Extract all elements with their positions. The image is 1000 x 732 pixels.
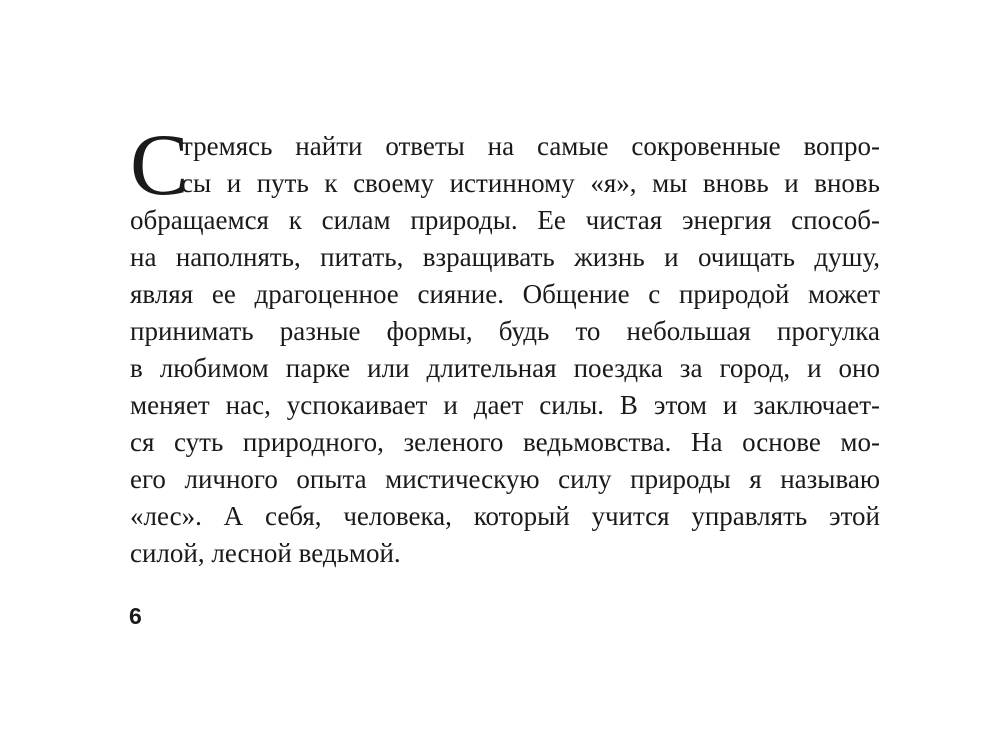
text-line: силой, лесной ведьмой. — [130, 538, 401, 568]
text-line: обращаемся к силам природы. Ее чистая энергия способ- — [130, 205, 880, 235]
text-line: на наполнять, питать, взращивать жизнь и очищать душу, — [130, 242, 880, 272]
text-line: меняет нас, успокаивает и дает силы. В этом и заключает- — [130, 390, 880, 420]
text-line: ся суть природного, зеленого ведьмовства. На основе мо- — [130, 427, 880, 457]
drop-cap: С — [130, 117, 189, 214]
text-line: его личного опыта мистическую силу природы я называю — [130, 464, 880, 494]
text-line: в любимом парке или длительная поездка за город, и оно — [130, 353, 880, 383]
text-line: тремясь найти ответы на самые сокровенные вопро- — [181, 131, 880, 161]
text-line: являя ее драгоценное сияние. Общение с природой может — [130, 279, 880, 309]
text-line: принимать разные формы, будь то небольшая прогулка — [130, 316, 880, 346]
text-line: «лес». А себя, человека, который учится управлять этой — [130, 501, 880, 531]
page-number: 6 — [129, 603, 142, 629]
paragraph — [130, 117, 880, 572]
text-line: сы и путь к своему истинному «я», мы вновь и вновь — [181, 168, 880, 198]
